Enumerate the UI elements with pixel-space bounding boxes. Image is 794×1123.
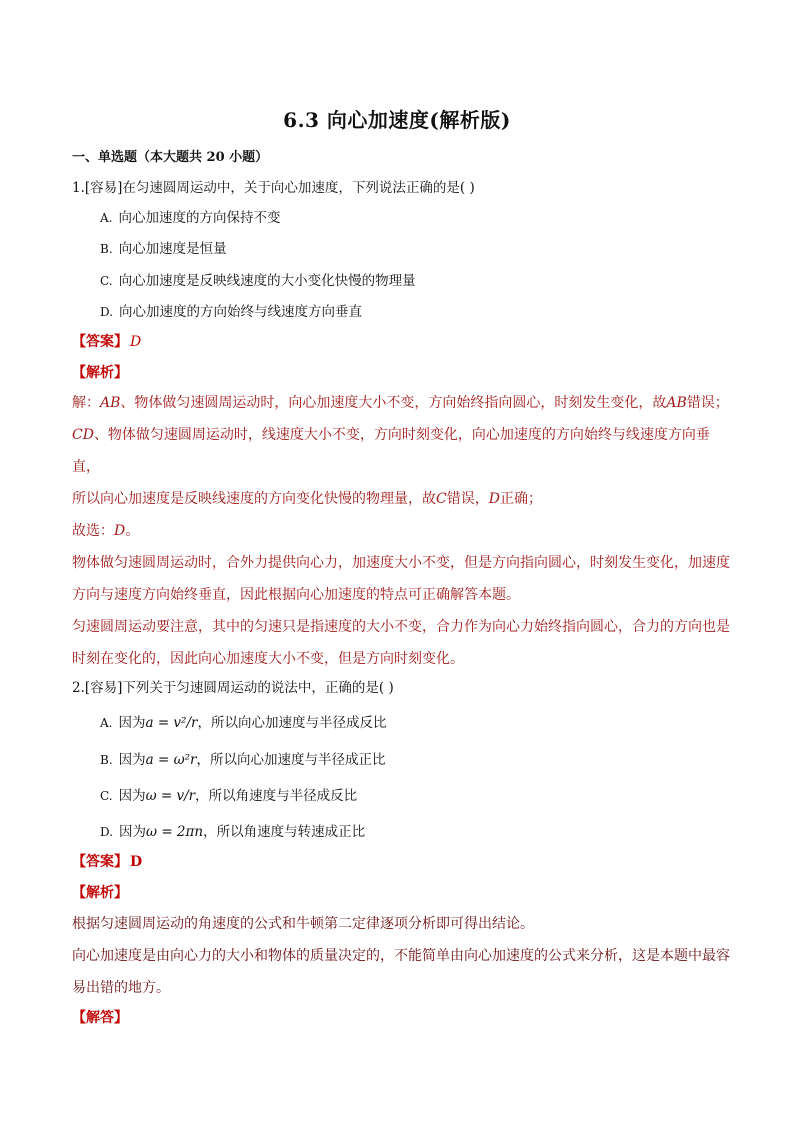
answer-label: 【答案】	[72, 334, 128, 350]
formula: a = v²/r	[145, 715, 198, 731]
text-run: D	[488, 491, 500, 507]
q1-option-c[interactable]	[100, 269, 416, 289]
q1-analysis-label: 【解析】	[72, 365, 128, 381]
option-text: 向心加速度的方向保持不变	[118, 210, 281, 226]
analysis-line	[72, 483, 730, 515]
text-run: AB	[100, 395, 121, 411]
option-letter: D.	[100, 825, 114, 839]
question-1-stem: 1.[容易]在匀速圆周运动中，关于向心加速度，下列说法正确的是( )	[72, 180, 475, 196]
option-text: 向心加速度是反映线速度的大小变化快慢的物理量	[118, 273, 416, 289]
option-letter: C.	[100, 789, 113, 803]
q1-option-b[interactable]	[100, 237, 227, 257]
option-text: 因为	[118, 715, 146, 731]
document-title: 6.3 向心加速度(解析版)	[283, 108, 511, 132]
answer-value: D	[130, 854, 143, 870]
q1-option-a[interactable]	[100, 206, 280, 226]
option-letter: C.	[100, 274, 113, 288]
q1-analysis-body	[72, 387, 730, 675]
q2-option-c[interactable]	[100, 784, 357, 804]
text-run: 正确；	[499, 491, 542, 507]
q1-answer	[72, 331, 141, 351]
analysis-line: 根据匀速圆周运动的角速度的公式和牛顿第二定律逐项分析即可得出结论。	[72, 916, 534, 932]
analysis-line	[72, 419, 730, 483]
formula: ω = 2πn	[146, 824, 204, 840]
option-text: ，所以角速度与转速成正比	[203, 824, 366, 840]
text-run: 、物体做匀速圆周运动时，向心加速度大小不变，方向始终指向圆心，时刻发生变化，故	[120, 395, 667, 411]
text-run: AB	[666, 395, 687, 411]
q2-solve-label: 【解答】	[72, 1010, 128, 1026]
text-run: CD	[72, 427, 94, 443]
formula: ω = v/r	[145, 788, 196, 804]
option-text: ，所以向心加速度与半径成反比	[197, 715, 387, 731]
option-letter: B.	[100, 753, 113, 767]
option-text: 向心加速度的方向始终与线速度方向垂直	[119, 304, 363, 320]
text-run: D	[114, 523, 126, 539]
q2-option-a[interactable]	[100, 711, 386, 731]
option-letter: D.	[100, 305, 114, 319]
text-run: 故选：	[72, 523, 114, 539]
analysis-line: 向心加速度是由向心力的大小和物体的质量决定的，不能简单由向心加速度的公式来分析，这是本题中最容易出错的地方。	[72, 948, 730, 996]
option-text: 因为	[118, 752, 146, 768]
analysis-note-1: 物体做匀速圆周运动时，合外力提供向心力，加速度大小不变，但是方向指向圆心，时刻发生变化，加速度方向与速度方向始终垂直，因此根据向心加速度的特点可正确解答本题。	[72, 555, 730, 603]
option-text: ，所以向心加速度与半径成正比	[196, 752, 386, 768]
formula: a = ω²r	[145, 752, 197, 768]
text-run: 所以向心加速度是反映线速度的方向变化快慢的物理量，故	[72, 491, 436, 507]
analysis-note-2: 匀速圆周运动要注意，其中的匀速只是指速度的大小不变，合力作为向心力始终指向圆心，合力的方向也是时刻在变化的，因此向心加速度大小不变，但是方向时刻变化。	[72, 619, 730, 667]
q1-option-d[interactable]	[100, 300, 362, 320]
text-run: 。	[125, 523, 140, 539]
text-run: C	[436, 491, 447, 507]
option-letter: A.	[100, 211, 113, 225]
option-text: 因为	[118, 788, 146, 804]
option-letter: A.	[100, 716, 113, 730]
question-2-stem: 2.[容易]下列关于匀速圆周运动的说法中，正确的是( )	[72, 680, 394, 696]
text-run: 错误；	[686, 395, 729, 411]
q2-answer	[72, 851, 142, 871]
answer-value: D	[130, 334, 142, 350]
q2-option-b[interactable]	[100, 748, 385, 768]
text-run: 错误，	[446, 491, 489, 507]
q2-option-d[interactable]	[100, 820, 365, 840]
option-text: 因为	[119, 824, 147, 840]
answer-label: 【答案】	[72, 854, 128, 870]
analysis-line	[72, 515, 730, 547]
q2-analysis-body	[72, 908, 730, 1004]
section-heading: 一、单选题（本大题共 20 小题）	[72, 150, 269, 165]
text-run: 解：	[72, 395, 100, 411]
option-letter: B.	[100, 242, 113, 256]
text-run: 、物体做匀速圆周运动时，线速度大小不变，方向时刻变化，向心加速度的方向始终与线速度方向垂直，	[72, 427, 710, 475]
analysis-line	[72, 387, 730, 419]
option-text: 向心加速度是恒量	[118, 241, 227, 257]
option-text: ，所以角速度与半径成反比	[195, 788, 358, 804]
q2-analysis-label: 【解析】	[72, 885, 128, 901]
